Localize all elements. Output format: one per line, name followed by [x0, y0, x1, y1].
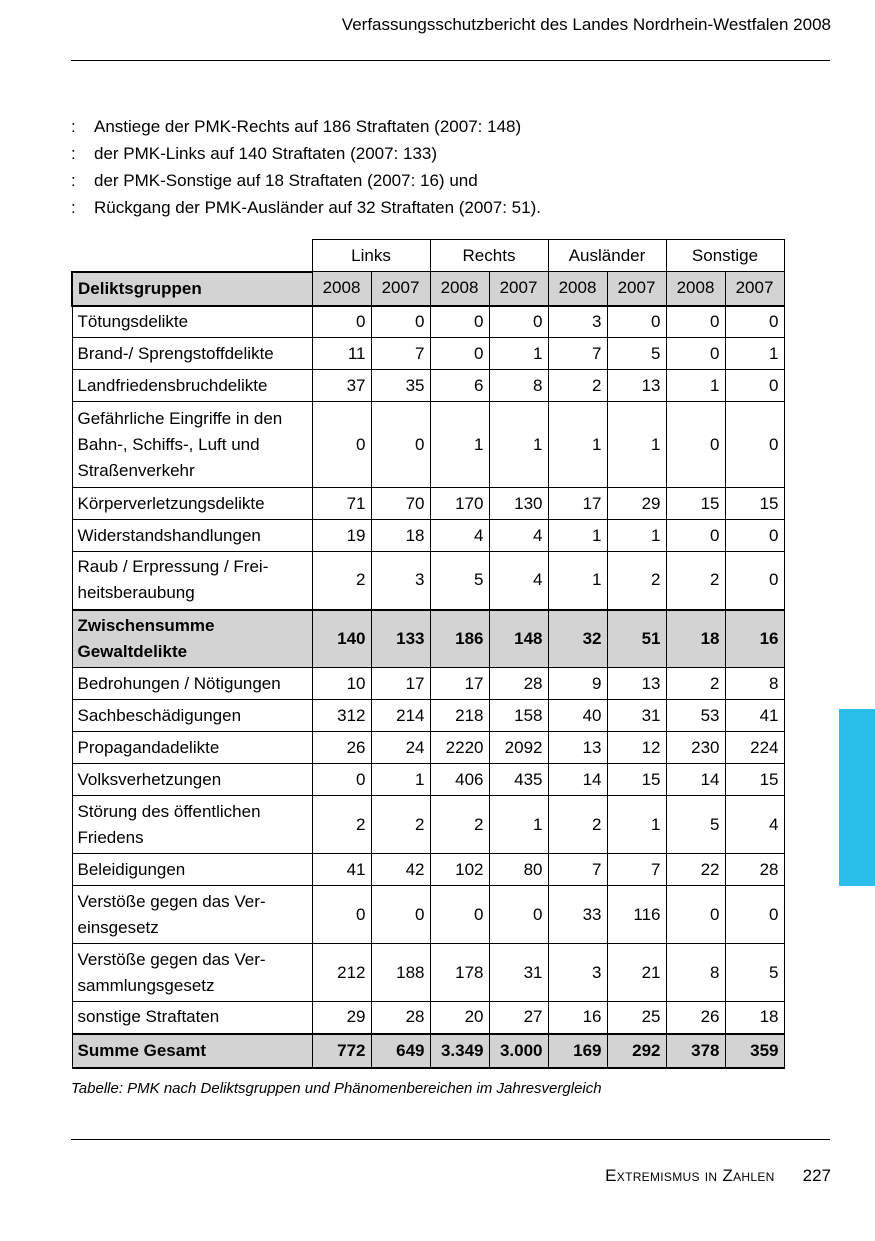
row-label: Propagandadelikte: [72, 732, 312, 764]
value-cell: 0: [371, 402, 430, 488]
value-cell: 17: [371, 668, 430, 700]
table-row: [72, 610, 784, 668]
row-label: Raub / Erpressung / Frei-heitsberaubung: [72, 552, 312, 610]
value-cell: 1: [548, 520, 607, 552]
value-cell: 170: [430, 488, 489, 520]
value-cell: 169: [548, 1034, 607, 1068]
header-rule: [71, 60, 830, 61]
value-cell: 15: [725, 488, 784, 520]
row-label: Bedrohungen / Nötigungen: [72, 668, 312, 700]
value-cell: 4: [725, 796, 784, 854]
value-cell: 0: [666, 520, 725, 552]
value-cell: 29: [607, 488, 666, 520]
list-marker: :: [71, 144, 76, 163]
value-cell: 13: [607, 370, 666, 402]
value-cell: 0: [725, 370, 784, 402]
value-cell: 2092: [489, 732, 548, 764]
value-cell: 0: [371, 306, 430, 338]
value-cell: 2: [666, 668, 725, 700]
list-item-text: Rückgang der PMK-Ausländer auf 32 Straftaten (2007: 51).: [94, 198, 541, 217]
value-cell: 8: [725, 668, 784, 700]
value-cell: 11: [312, 338, 371, 370]
value-cell: 5: [666, 796, 725, 854]
value-cell: 214: [371, 700, 430, 732]
value-cell: 12: [607, 732, 666, 764]
page-number: 227: [802, 1166, 831, 1185]
value-cell: 0: [666, 886, 725, 944]
group-header-links: Links: [312, 240, 430, 272]
value-cell: 37: [312, 370, 371, 402]
value-cell: 17: [430, 668, 489, 700]
value-cell: 1: [489, 796, 548, 854]
value-cell: 0: [430, 306, 489, 338]
value-cell: 13: [548, 732, 607, 764]
table-row: [72, 854, 784, 886]
table-row: [72, 1034, 784, 1068]
value-cell: 28: [725, 854, 784, 886]
value-cell: 22: [666, 854, 725, 886]
value-cell: 0: [312, 402, 371, 488]
year-header: 2007: [607, 272, 666, 306]
value-cell: 18: [725, 1002, 784, 1034]
value-cell: 1: [725, 338, 784, 370]
value-cell: 7: [371, 338, 430, 370]
pmk-table: [71, 239, 785, 1069]
value-cell: 0: [371, 886, 430, 944]
value-cell: 0: [666, 306, 725, 338]
value-cell: 6: [430, 370, 489, 402]
value-cell: 1: [607, 796, 666, 854]
row-label: sonstige Straftaten: [72, 1002, 312, 1034]
value-cell: 116: [607, 886, 666, 944]
list-item-text: der PMK-Links auf 140 Straftaten (2007: 133): [94, 144, 438, 163]
table-row: [72, 520, 784, 552]
value-cell: 2: [607, 552, 666, 610]
table-row: [72, 488, 784, 520]
value-cell: 649: [371, 1034, 430, 1068]
value-cell: 20: [430, 1002, 489, 1034]
value-cell: 0: [430, 886, 489, 944]
list-marker: :: [71, 171, 76, 190]
value-cell: 3.349: [430, 1034, 489, 1068]
running-header-title: Verfassungsschutzbericht des Landes Nordrhein-Westfalen 2008: [341, 15, 831, 34]
table-row: [72, 944, 784, 1002]
year-header: 2008: [430, 272, 489, 306]
value-cell: 0: [489, 886, 548, 944]
row-label: Volksverhetzungen: [72, 764, 312, 796]
value-cell: 230: [666, 732, 725, 764]
value-cell: 17: [548, 488, 607, 520]
value-cell: 4: [489, 520, 548, 552]
value-cell: 26: [666, 1002, 725, 1034]
value-cell: 24: [371, 732, 430, 764]
value-cell: 32: [548, 610, 607, 668]
value-cell: 1: [607, 402, 666, 488]
value-cell: 2: [548, 796, 607, 854]
year-header: 2008: [312, 272, 371, 306]
table-row: [72, 668, 784, 700]
value-cell: 70: [371, 488, 430, 520]
year-header-row: [72, 272, 784, 306]
value-cell: 1: [430, 402, 489, 488]
value-cell: 0: [666, 402, 725, 488]
value-cell: 130: [489, 488, 548, 520]
row-label: Körperverletzungsdelikte: [72, 488, 312, 520]
value-cell: 18: [371, 520, 430, 552]
value-cell: 0: [725, 552, 784, 610]
list-marker: :: [71, 117, 76, 136]
value-cell: 4: [430, 520, 489, 552]
value-cell: 186: [430, 610, 489, 668]
year-header: 2007: [489, 272, 548, 306]
table-row: [72, 700, 784, 732]
value-cell: 15: [725, 764, 784, 796]
value-cell: 3: [548, 306, 607, 338]
value-cell: 13: [607, 668, 666, 700]
group-header-auslaender: Ausländer: [548, 240, 666, 272]
value-cell: 435: [489, 764, 548, 796]
table-row: [72, 338, 784, 370]
value-cell: 7: [607, 854, 666, 886]
value-cell: 21: [607, 944, 666, 1002]
value-cell: 292: [607, 1034, 666, 1068]
value-cell: 41: [312, 854, 371, 886]
list-item-text: der PMK-Sonstige auf 18 Straftaten (2007: 16) und: [94, 171, 478, 190]
row-label: Zwischensumme Gewaltdelikte: [72, 610, 312, 668]
year-header: 2007: [371, 272, 430, 306]
value-cell: 772: [312, 1034, 371, 1068]
value-cell: 2: [548, 370, 607, 402]
row-label: Gefährliche Eingriffe in den Bahn-, Schiffs-, Luft und Straßenverkehr: [72, 402, 312, 488]
value-cell: 102: [430, 854, 489, 886]
value-cell: 406: [430, 764, 489, 796]
value-cell: 71: [312, 488, 371, 520]
value-cell: 1: [489, 402, 548, 488]
year-header: 2008: [666, 272, 725, 306]
value-cell: 3: [548, 944, 607, 1002]
summary-list: [71, 113, 811, 221]
value-cell: 9: [548, 668, 607, 700]
table-row: [72, 732, 784, 764]
value-cell: 5: [607, 338, 666, 370]
value-cell: 0: [312, 764, 371, 796]
value-cell: 27: [489, 1002, 548, 1034]
row-label: Tötungsdelikte: [72, 306, 312, 338]
value-cell: 0: [607, 306, 666, 338]
value-cell: 188: [371, 944, 430, 1002]
table-row: [72, 796, 784, 854]
value-cell: 41: [725, 700, 784, 732]
value-cell: 0: [666, 338, 725, 370]
value-cell: 26: [312, 732, 371, 764]
table-row: [72, 1002, 784, 1034]
row-label: Widerstandshandlungen: [72, 520, 312, 552]
value-cell: 2: [666, 552, 725, 610]
value-cell: 40: [548, 700, 607, 732]
value-cell: 16: [548, 1002, 607, 1034]
value-cell: 1: [371, 764, 430, 796]
value-cell: 224: [725, 732, 784, 764]
value-cell: 1: [548, 402, 607, 488]
value-cell: 0: [312, 306, 371, 338]
table-row: [72, 886, 784, 944]
value-cell: 7: [548, 338, 607, 370]
group-header-row: [72, 240, 784, 272]
value-cell: 18: [666, 610, 725, 668]
value-cell: 359: [725, 1034, 784, 1068]
value-cell: 178: [430, 944, 489, 1002]
value-cell: 28: [489, 668, 548, 700]
value-cell: 31: [607, 700, 666, 732]
value-cell: 15: [666, 488, 725, 520]
value-cell: 0: [430, 338, 489, 370]
value-cell: 0: [725, 886, 784, 944]
list-item-text: Anstiege der PMK-Rechts auf 186 Straftaten (2007: 148): [94, 117, 522, 136]
value-cell: 158: [489, 700, 548, 732]
group-header-rechts: Rechts: [430, 240, 548, 272]
value-cell: 8: [489, 370, 548, 402]
list-item: [71, 140, 811, 167]
value-cell: 4: [489, 552, 548, 610]
value-cell: 0: [312, 886, 371, 944]
table-row: [72, 552, 784, 610]
value-cell: 218: [430, 700, 489, 732]
table-row: [72, 306, 784, 338]
value-cell: 0: [489, 306, 548, 338]
value-cell: 1: [607, 520, 666, 552]
value-cell: 0: [725, 520, 784, 552]
value-cell: 3.000: [489, 1034, 548, 1068]
row-label: Verstöße gegen das Ver-einsgesetz: [72, 886, 312, 944]
row-label: Landfriedensbruchdelikte: [72, 370, 312, 402]
value-cell: 5: [725, 944, 784, 1002]
list-item: [71, 194, 811, 221]
chapter-side-tab: [839, 709, 875, 886]
value-cell: 1: [489, 338, 548, 370]
value-cell: 16: [725, 610, 784, 668]
value-cell: 0: [725, 306, 784, 338]
value-cell: 2: [430, 796, 489, 854]
year-header: 2007: [725, 272, 784, 306]
value-cell: 2: [312, 552, 371, 610]
value-cell: 80: [489, 854, 548, 886]
value-cell: 0: [725, 402, 784, 488]
value-cell: 2: [371, 796, 430, 854]
footer-section-name: Extremismus in Zahlen: [605, 1166, 775, 1185]
value-cell: 1: [666, 370, 725, 402]
blank-corner-cell: [72, 240, 312, 272]
column-header-deliktsgruppen: Deliktsgruppen: [72, 272, 312, 306]
value-cell: 14: [666, 764, 725, 796]
row-label: Summe Gesamt: [72, 1034, 312, 1068]
value-cell: 2220: [430, 732, 489, 764]
value-cell: 212: [312, 944, 371, 1002]
year-header: 2008: [548, 272, 607, 306]
table-row: [72, 402, 784, 488]
table-row: [72, 764, 784, 796]
value-cell: 33: [548, 886, 607, 944]
list-item: [71, 167, 811, 194]
value-cell: 19: [312, 520, 371, 552]
list-item: [71, 113, 811, 140]
group-header-sonstige: Sonstige: [666, 240, 784, 272]
value-cell: 133: [371, 610, 430, 668]
value-cell: 15: [607, 764, 666, 796]
value-cell: 5: [430, 552, 489, 610]
value-cell: 378: [666, 1034, 725, 1068]
value-cell: 35: [371, 370, 430, 402]
value-cell: 53: [666, 700, 725, 732]
value-cell: 28: [371, 1002, 430, 1034]
value-cell: 14: [548, 764, 607, 796]
value-cell: 148: [489, 610, 548, 668]
list-marker: :: [71, 198, 76, 217]
row-label: Störung des öffentlichen Friedens: [72, 796, 312, 854]
row-label: Brand-/ Sprengstoffdelikte: [72, 338, 312, 370]
page-footer: [605, 1164, 831, 1188]
value-cell: 7: [548, 854, 607, 886]
row-label: Beleidigungen: [72, 854, 312, 886]
value-cell: 31: [489, 944, 548, 1002]
value-cell: 29: [312, 1002, 371, 1034]
value-cell: 312: [312, 700, 371, 732]
table-row: [72, 370, 784, 402]
footer-rule: [71, 1139, 830, 1140]
row-label: Sachbeschädigungen: [72, 700, 312, 732]
value-cell: 2: [312, 796, 371, 854]
value-cell: 25: [607, 1002, 666, 1034]
value-cell: 3: [371, 552, 430, 610]
row-label: Verstöße gegen das Ver-sammlungsgesetz: [72, 944, 312, 1002]
value-cell: 51: [607, 610, 666, 668]
value-cell: 1: [548, 552, 607, 610]
value-cell: 10: [312, 668, 371, 700]
table-caption: Tabelle: PMK nach Deliktsgruppen und Phänomenbereichen im Jahresvergleich: [71, 1080, 602, 1097]
value-cell: 8: [666, 944, 725, 1002]
value-cell: 140: [312, 610, 371, 668]
value-cell: 42: [371, 854, 430, 886]
